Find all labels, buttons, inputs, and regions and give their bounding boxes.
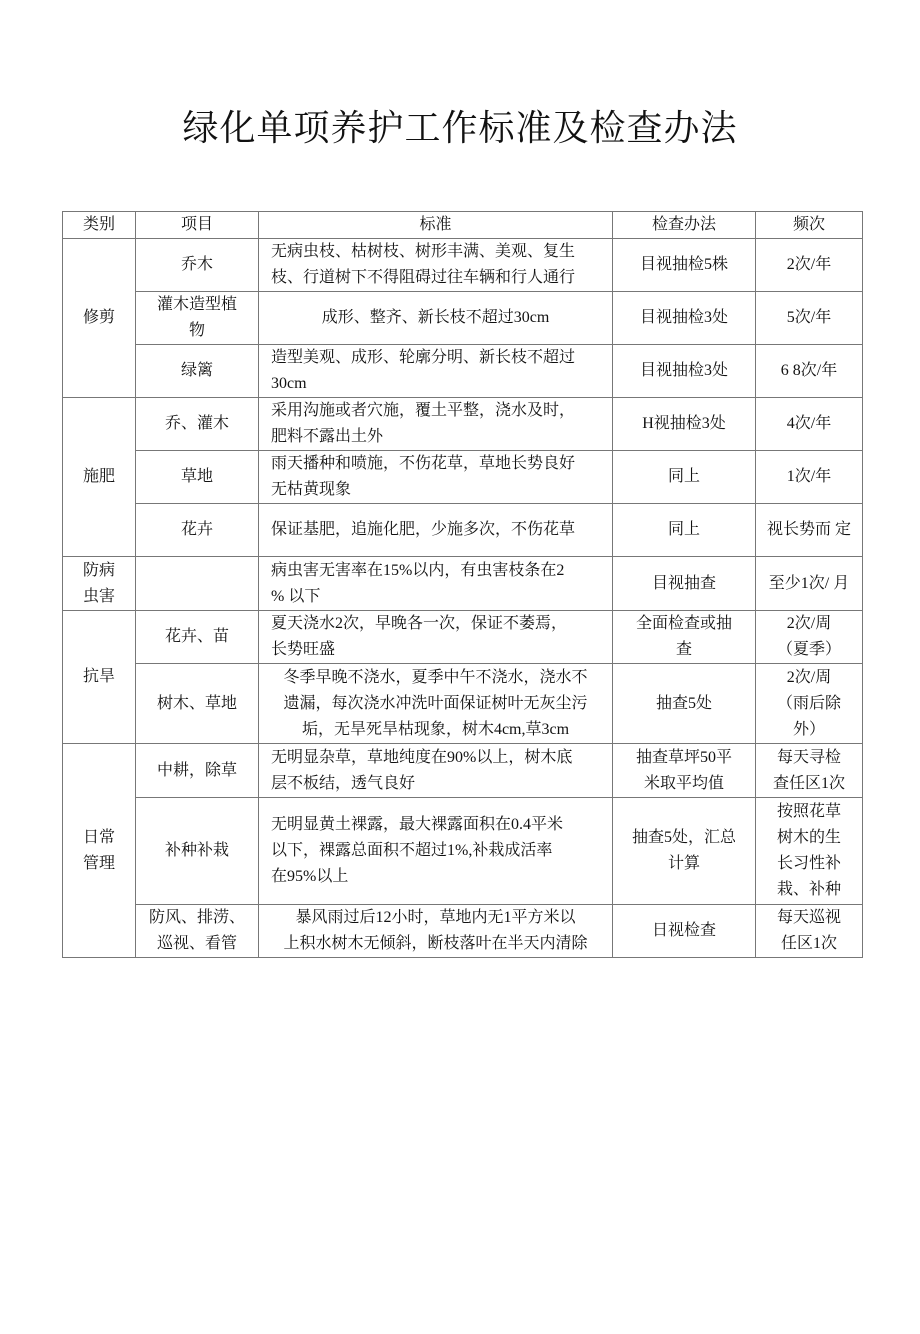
table-row <box>63 451 863 504</box>
frequency-cell: 至少1次/ 月 <box>756 557 863 611</box>
standard-cell: 采用沟施或者穴施，覆土平整，浇水及时， 肥料不露出土外 <box>259 398 613 451</box>
standard-cell: 保证基肥，追施化肥，少施多次，不伤花草 <box>259 504 613 557</box>
frequency-cell: 2次/周 （雨后除 外） <box>756 664 863 744</box>
item-cell <box>136 557 259 611</box>
frequency-cell: 6 8次/年 <box>756 345 863 398</box>
method-cell: 抽查5处，汇总 计算 <box>613 798 756 905</box>
method-cell: 抽查5处 <box>613 664 756 744</box>
item-cell: 草地 <box>136 451 259 504</box>
item-cell: 灌木造型植 物 <box>136 292 259 345</box>
item-cell: 防风、排涝、 巡视、看管 <box>136 905 259 958</box>
header-standard: 标准 <box>259 212 613 239</box>
table-row <box>63 239 863 292</box>
frequency-cell: 按照花草 树木的生 长习性补 栽、补种 <box>756 798 863 905</box>
method-cell: 目视抽检3处 <box>613 345 756 398</box>
item-cell: 花卉 <box>136 504 259 557</box>
header-category: 类别 <box>63 212 136 239</box>
standard-cell: 冬季早晚不浇水，夏季中午不浇水，浇水不 遗漏，每次浇水冲洗叶面保证树叶无灰尘污 垢，无旱死旱枯现象，树木4cm,草3cm <box>259 664 613 744</box>
category-cell: 施肥 <box>63 398 136 557</box>
frequency-cell: 视长势而 定 <box>756 504 863 557</box>
standard-cell: 暴风雨过后12小时，草地内无1平方米以 上积水树木无倾斜，断枝落叶在半天内清除 <box>259 905 613 958</box>
standard-cell: 无明显黄土裸露，最大裸露面积在0.4平米 以下，裸露总面积不超过1%,补栽成活率 在95%以上 <box>259 798 613 905</box>
method-cell: 日视检查 <box>613 905 756 958</box>
table-row <box>63 744 863 798</box>
method-cell: 同上 <box>613 504 756 557</box>
standard-cell: 病虫害无害率在15%以内，有虫害枝条在2 % 以下 <box>259 557 613 611</box>
item-cell: 乔木 <box>136 239 259 292</box>
frequency-cell: 1次/年 <box>756 451 863 504</box>
item-cell: 乔、灌木 <box>136 398 259 451</box>
item-cell: 补种补栽 <box>136 798 259 905</box>
table-row <box>63 292 863 345</box>
table-row <box>63 504 863 557</box>
item-cell: 中耕，除草 <box>136 744 259 798</box>
frequency-cell: 2次/周 （夏季） <box>756 611 863 664</box>
category-cell: 修剪 <box>63 239 136 398</box>
category-cell: 日常 管理 <box>63 744 136 958</box>
standard-cell: 无病虫枝、枯树枝、树形丰满、美观、复生 枝、行道树下不得阻碍过往车辆和行人通行 <box>259 239 613 292</box>
table-header-row <box>63 212 863 239</box>
header-method: 检查办法 <box>613 212 756 239</box>
table-row <box>63 905 863 958</box>
table-row <box>63 345 863 398</box>
standard-cell: 造型美观、成形、轮廓分明、新长枝不超过 30cm <box>259 345 613 398</box>
table-row <box>63 398 863 451</box>
frequency-cell: 4次/年 <box>756 398 863 451</box>
frequency-cell: 5次/年 <box>756 292 863 345</box>
table-row <box>63 557 863 611</box>
frequency-cell: 2次/年 <box>756 239 863 292</box>
table-row <box>63 611 863 664</box>
table-row <box>63 664 863 744</box>
standard-cell: 无明显杂草，草地纯度在90%以上，树木底 层不板结，透气良好 <box>259 744 613 798</box>
item-cell: 绿篱 <box>136 345 259 398</box>
header-frequency: 频次 <box>756 212 863 239</box>
frequency-cell: 每天寻检 查任区1次 <box>756 744 863 798</box>
category-cell: 抗旱 <box>63 611 136 744</box>
method-cell: 全面检查或抽 查 <box>613 611 756 664</box>
method-cell: 目视抽检3处 <box>613 292 756 345</box>
page-title: 绿化单项养护工作标准及检查办法 <box>182 108 738 149</box>
frequency-cell: 每天巡视 任区1次 <box>756 905 863 958</box>
method-cell: 目视抽查 <box>613 557 756 611</box>
table-row <box>63 798 863 905</box>
standard-cell: 成形、整齐、新长枝不超过30cm <box>259 292 613 345</box>
standard-cell: 雨天播种和喷施，不伤花草，草地长势良好 无枯黄现象 <box>259 451 613 504</box>
standards-table <box>62 211 863 958</box>
method-cell: 同上 <box>613 451 756 504</box>
item-cell: 花卉、苗 <box>136 611 259 664</box>
method-cell: H视抽检3处 <box>613 398 756 451</box>
method-cell: 目视抽检5株 <box>613 239 756 292</box>
category-cell: 防病 虫害 <box>63 557 136 611</box>
method-cell: 抽查草坪50平 米取平均值 <box>613 744 756 798</box>
header-item: 项目 <box>136 212 259 239</box>
item-cell: 树木、草地 <box>136 664 259 744</box>
standard-cell: 夏天浇水2次，早晚各一次，保证不萎焉， 长势旺盛 <box>259 611 613 664</box>
